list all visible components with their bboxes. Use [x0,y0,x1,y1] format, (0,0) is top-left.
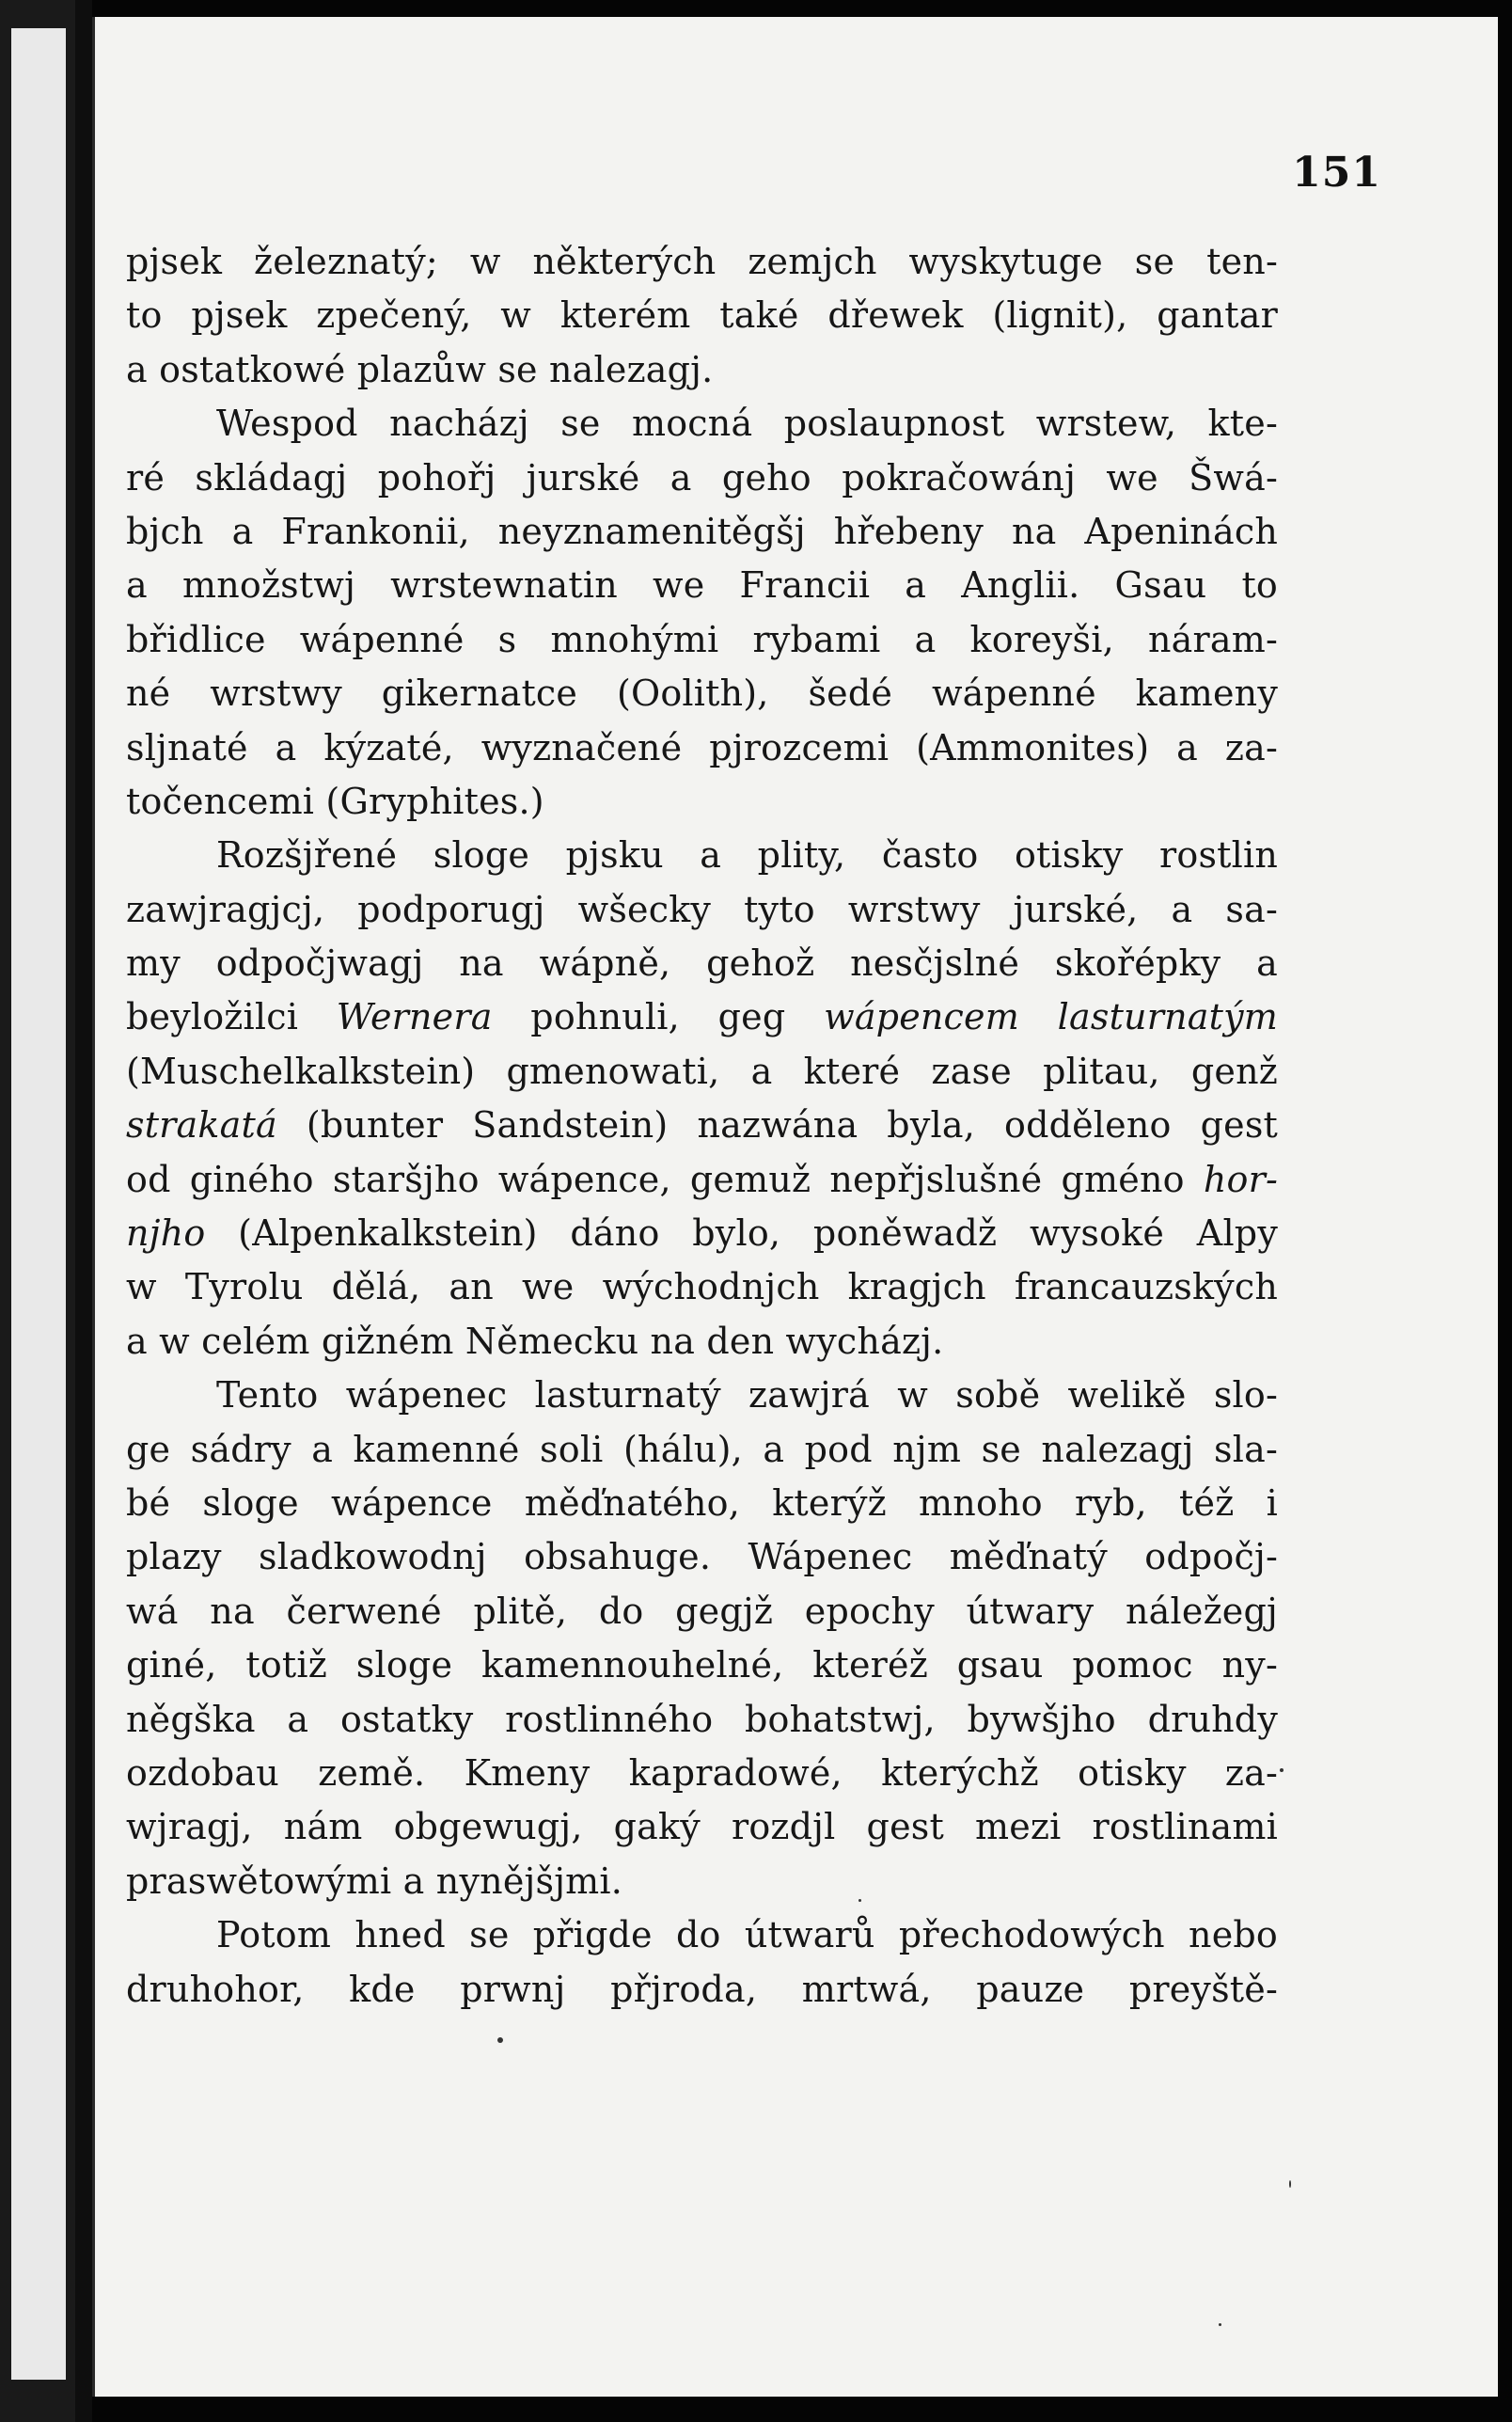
text-line-with-italics [126,1153,1278,1207]
text-line-with-italics [126,990,1278,1044]
text-line: a w celém gižném Německu na den wycházj. [126,1320,944,1362]
text-line: ozdobau země. Kmeny kapradowé, kterýchž otisky za- [126,1751,1278,1794]
text-line: (Muschelkalkstein) gmenowati, a které zase plitau, genž [126,1050,1278,1092]
text-line: praswětowými a nynějšjmi. [126,1860,623,1902]
paper-speck [858,1899,861,1902]
text-line: ré skládagj pohořj jurské a geho pokračowánj we Šwá- [126,456,1278,499]
text-line: břidlice wápenné s mnohými rybami a koreyši, náram- [126,618,1278,660]
book-gutter [75,0,92,2422]
italic-term: strakatá [126,1104,277,1147]
paragraph-start-line: Rozšjřené sloge pjsku a plity, často otisky rostlin [216,834,1278,877]
text-line: a množstwj wrstewnatin we Francii a Anglii. Gsau to [126,564,1278,607]
text-line: né wrstwy gikernatce (Oolith), šedé wápenné kameny [126,673,1278,715]
italic-term: hor- [1203,1158,1278,1200]
text-line: · sljnaté a kýzaté, wyznačené pjrozcemi (Ammonites) a za- [126,721,1278,775]
text-line-with-italics [126,1099,1278,1152]
page-number: 151 [1292,149,1381,197]
text-segment: beyložilci [126,996,337,1038]
paper-speck [497,2037,503,2043]
text-segment: (bunter Sandstein) nazwána byla, odděleno gest [276,1104,1278,1147]
text-line-with-italics [126,1207,1278,1260]
text-segment: (Alpenkalkstein) dáno bylo, poněwadž wysoké Alpy [205,1212,1278,1255]
text-line: něgška a ostatky rostlinného bohatstwj, bywšjho druhdy [126,1698,1278,1740]
text-line: pjsek železnatý; w některých zemjch wyskytuge se ten- [126,241,1278,282]
text-line: wá na čerwené plitě, do gegjž epochy útwary náležegj [126,1590,1278,1632]
paper-speck [1289,2180,1291,2188]
text-line: a ostatkowé plazůw se nalezagj. [126,348,714,390]
book-page [92,17,1498,2397]
paragraph-start-line: Potom hned se přigde do útwarů přechodowých nebo [216,1914,1278,1956]
body-text [126,235,1278,2017]
text-line: wjragj, nám obgewugj, gaký rozdjl gest mezi rostlinami [126,1806,1278,1848]
paper-speck [1280,1768,1284,1772]
text-line: plazy sladkowodnj obsahuge. Wápenec měďnatý odpočj- [126,1536,1278,1578]
paragraph-start-line: Tento wápenec lasturnatý zawjrá w sobě welikě slo- [216,1374,1278,1417]
italic-term: wápencem lasturnatým [824,996,1278,1038]
text-line: zawjragjcj, podporugj wšecky tyto wrstwy jurské, a sa- [126,888,1278,930]
paper-speck [1219,2323,1221,2326]
text-line: w Tyrolu dělá, an we wýchodnjch kragjch francauzských [126,1266,1278,1308]
text-line: giné, totiž sloge kamennouhelné, kteréž gsau pomoc ny- [126,1644,1278,1686]
italic-term: Wernera [336,996,493,1038]
italic-term: njho [126,1212,206,1255]
text-line: my odpočjwagj na wápně, gehož nesčjslné skořépky a [126,942,1278,985]
text-line: bjch a Frankonii, neyznamenitěgšj hřebeny na Apeninách [126,510,1278,552]
text-segment: pohnuli, geg [492,996,825,1038]
previous-page-margin [11,28,66,2380]
paragraph-start-line: Wespod nacházj se mocná poslaupnost wrstew, kte- [216,403,1278,445]
text-line: druhohor, kde prwnj přjroda, mrtwá, pauze preyště- [126,1968,1278,2010]
text-line: ge sádry a kamenné soli (hálu), a pod njm se nalezagj sla- [126,1428,1278,1470]
text-line: to pjsek zpečený, w kterém také dřewek (lignit), gantar [126,294,1278,337]
previous-page-edge [0,0,75,2422]
text-line: bé sloge wápence měďnatého, kterýž mnoho ryb, též i [126,1481,1278,1524]
text-line: točencemi (Gryphites.) [126,780,544,822]
text-segment: od giného staršjho wápence, gemuž nepřjslušné gméno [126,1158,1204,1200]
